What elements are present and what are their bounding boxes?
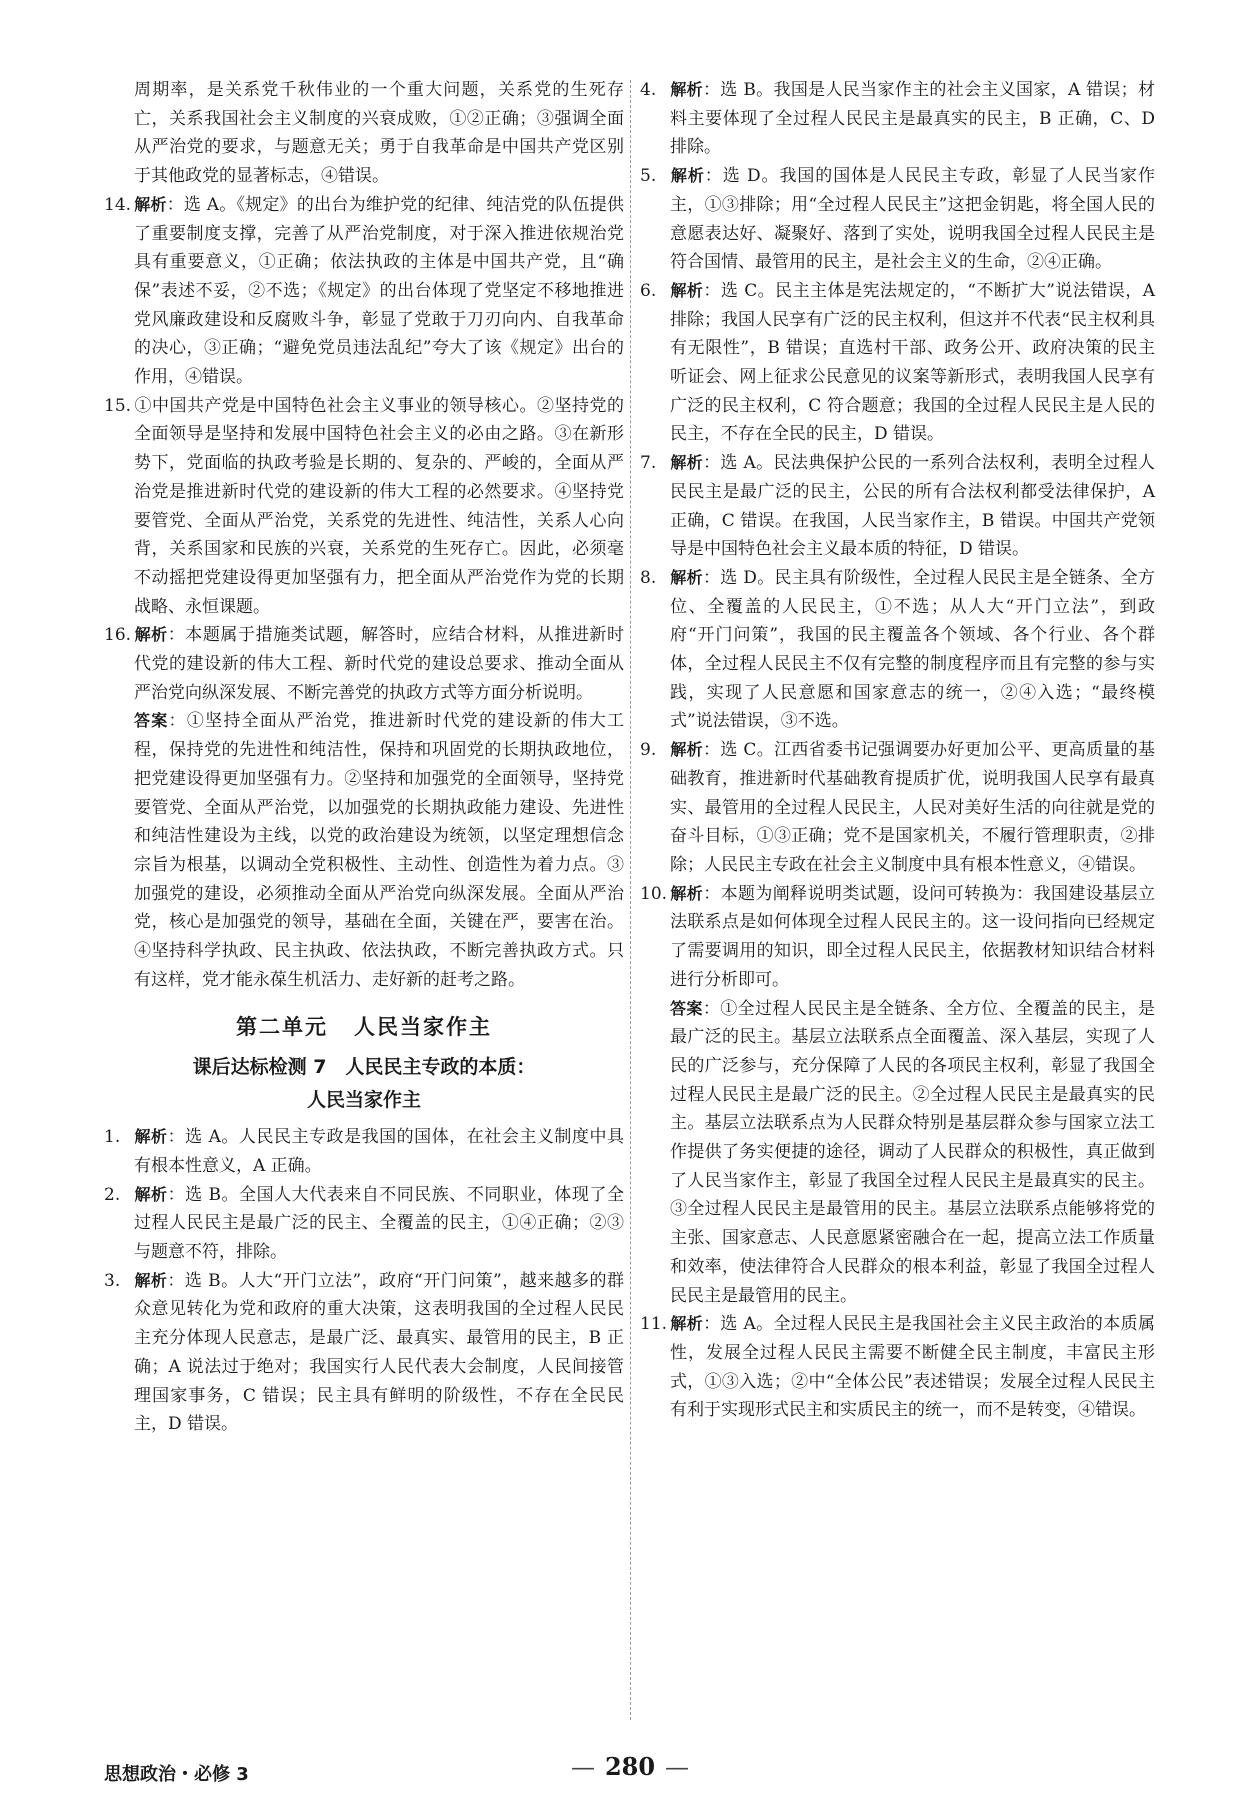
item-number: 2. bbox=[104, 1184, 121, 1205]
answer-8 bbox=[640, 564, 1155, 736]
answer-text: ：选 C。民主主体是宪法规定的，“不断扩大”说法错误，A 排除；我国人民享有广泛的民主权利，但这并不代表“民主权利具有无限性”，B 错误；直选村干部、政务公开、政府决策的民主听证会、网上征求公民意见的议案等新形式，表明我国人民享有广泛的民主权利，C 符合题意；我国的全过程人民民主是人民的民主，不存在全民的民主，D 错误。 bbox=[670, 280, 1155, 445]
book-title-footer: 思想政治・必修 3 bbox=[104, 1764, 249, 1785]
answer-text: ：选 D。我国的国体是人民民主专政，彰显了人民当家作主，①③排除；用“全过程人民民主”这把金钥匙，将全国人民的意愿表达好、凝聚好、落到了实处，说明我国全过程人民民主是符合国情、最管用的民主，是社会主义的生命，②④正确。 bbox=[670, 166, 1155, 273]
answer-3 bbox=[104, 1267, 624, 1439]
analysis-label: 解析 bbox=[670, 280, 704, 300]
answer-text: ：选 C。江西省委书记强调要办好更加公平、更高质量的基础教育，推进新时代基础教育提质扩优，说明我国人民享有最真实、最管用的全过程人民民主，人民对美好生活的向往就是党的奋斗目标，①③正确；党不是国家机关，不履行管理职责，②排除；人民民主专政在社会主义制度中具有根本性意义，④错误。 bbox=[670, 740, 1155, 875]
answer-text: ：本题属于措施类试题，解答时，应结合材料，从推进新时代党的建设新的伟大工程、新时代党的建设总要求、推动全面从严治党向纵深发展、不断完善党的执政方式等方面分析说明。 bbox=[134, 625, 624, 703]
analysis-label: 解析 bbox=[670, 80, 703, 99]
answer-text: ：选 B。全国人大代表来自不同民族、不同职业，体现了全过程人民民主是最广泛的民主、全覆盖的民主，①④正确；②③与题意不符，排除。 bbox=[134, 1184, 624, 1263]
analysis-label: 解析 bbox=[670, 166, 705, 186]
answer-16 bbox=[104, 621, 624, 707]
page-dash-left: — bbox=[570, 1753, 595, 1781]
page-number-value: 280 bbox=[604, 1752, 656, 1781]
answer-text: ：选 B。我国是人民当家作主的社会主义国家，A 错误；材料主要体现了全过程人民民主是最真实的民主，B 正确，C、D 排除。 bbox=[670, 80, 1155, 158]
answer-15 bbox=[104, 392, 624, 622]
analysis-label: 解析 bbox=[134, 625, 168, 645]
answer-6 bbox=[640, 277, 1155, 449]
page-dash-right: — bbox=[665, 1753, 690, 1781]
answer-10 bbox=[640, 880, 1155, 995]
analysis-label: 解析 bbox=[134, 1127, 168, 1147]
analysis-label: 解析 bbox=[670, 453, 704, 473]
answer-11 bbox=[640, 1310, 1155, 1425]
unit-number: 第二单元 bbox=[236, 1014, 328, 1039]
item-number: 1. bbox=[104, 1127, 121, 1148]
answer-text: ：选 A。民法典保护公民的一系列合法权利，表明全过程人民民主是最广泛的民主，公民的所有合法权利都受法律保护，A 正确，C 错误。在我国，人民当家作主，B 错误。中国共产党领导是中国特色社会主义最本质的特征，D 错误。 bbox=[670, 453, 1155, 560]
answer-13-continued: 周期率，是关系党千秋伟业的一个重大问题，关系党的生死存亡，关系我国社会主义制度的兴衰成败，①②正确；③强调全面从严治党的要求，与题意无关；勇于自我革命是中国共产党区别于其他政党的显著标志，④错误。 bbox=[134, 80, 624, 187]
answer-text: ①中国共产党是中国特色社会主义事业的领导核心。②坚持党的全面领导是坚持和发展中国特色社会主义的必由之路。③在新形势下，党面临的执政考验是长期的、复杂的、严峻的，全面从严治党是推进新时代党的建设新的伟大工程的必然要求。④坚持党要管党、全面从严治党，关系党的先进性、纯洁性，关系人心向背，关系国家和民族的兴衰，关系党的生死存亡。因此，必须毫不动摇把党建设得更加坚强有力，把全面从严治党作为党的长期战略、永恒课题。 bbox=[134, 395, 624, 617]
item-number: 7. bbox=[640, 453, 657, 474]
lesson-title-line2: 人民当家作主 bbox=[306, 1089, 421, 1112]
unit-title bbox=[104, 1013, 624, 1042]
answer-2 bbox=[104, 1181, 624, 1267]
answer-key-text: ：①全过程人民民主是全链条、全方位、全覆盖的民主，是最广泛的民主。基层立法联系点全面覆盖、深入基层，实现了人民的广泛参与，充分保障了人民的各项民主权利，彰显了我国全过程人民民主是最广泛的民主。②全过程人民民主是最真实的民主。基层立法联系点为人民群众特别是基层群众参与国家立法工作提供了务实便捷的途径，调动了人民群众的积极性，真正做到了人民当家作主，彰显了我国全过程人民民主是最真实的民主。③全过程人民民主是最管用的民主。基层立法联系点能够将党的主张、国家意志、人民意愿紧密融合在一起，提高立法工作质量和效率，使法律符合人民群众的根本利益，彰显了我国全过程人民民主是最管用的民主。 bbox=[670, 998, 1155, 1306]
answer-14 bbox=[104, 191, 624, 392]
item-number: 15. bbox=[104, 395, 132, 416]
item-number: 6. bbox=[640, 280, 657, 301]
answer-key-text: ：①坚持全面从严治党，推进新时代党的建设新的伟大工程，保持党的先进性和纯洁性，保持和巩固党的长期执政地位，把党建设得更加坚强有力。②坚持和加强党的全面领导，坚持党要管党、全面从严治党，以加强党的长期执政能力建设、先进性和纯洁性建设为主线，以党的政治建设为统领，以坚定理想信念宗旨为根基，以调动全党积极性、主动性、创造性为着力点。③加强党的建设，必须推动全面从严治党向纵深发展。全面从严治党，核心是加强党的领导，基础在全面，关键在严，要害在治。④坚持科学执政、民主执政、依法执政，不断完善执政方式。只有这样，党才能永葆生机活力、走好新的赶考之路。 bbox=[134, 711, 624, 990]
analysis-label: 解析 bbox=[670, 567, 703, 587]
item-number: 10. bbox=[640, 883, 668, 904]
item-number: 16. bbox=[104, 625, 132, 646]
analysis-label: 解析 bbox=[134, 1184, 168, 1204]
item-number: 11. bbox=[640, 1314, 668, 1335]
answer-label: 答案 bbox=[670, 998, 703, 1018]
analysis-label: 解析 bbox=[670, 883, 704, 903]
column-divider bbox=[630, 80, 631, 1720]
lesson-title-line1: 课后达标检测 7 人民民主专政的本质： bbox=[192, 1056, 536, 1079]
answer-10-key bbox=[640, 995, 1155, 1311]
left-column bbox=[104, 76, 624, 1439]
answer-text: ：选 B。人大“开门立法”，政府“开门问策”，越来越多的群众意见转化为党和政府的重大决策，这表明我国的全过程人民民主充分体现人民意志，是最广泛、最真实、最管用的民主，B 正确；A 说法过于绝对；我国实行人民代表大会制度，人民间接管理国家事务，C 错误；民主具有鲜明的阶级性，不存在全民民主，D 错误。 bbox=[134, 1270, 624, 1435]
item-number: 3. bbox=[104, 1270, 121, 1291]
answer-16-key bbox=[104, 707, 624, 994]
analysis-label: 解析 bbox=[134, 1270, 168, 1290]
answer-7 bbox=[640, 449, 1155, 564]
answer-1 bbox=[104, 1123, 624, 1180]
answer-text: ：选 A。全过程人民民主是我国社会主义民主政治的本质属性，发展全过程人民民主需要不断健全民主制度，丰富民主形式，①③入选；②中“全体公民”表述错误；发展全过程人民民主有利于实现形式民主和实质民主的统一，而不是转变，④错误。 bbox=[670, 1314, 1155, 1421]
unit-name: 人民当家作主 bbox=[354, 1014, 492, 1039]
answer-text: ：选 D。民主具有阶级性，全过程人民民主是全链条、全方位、全覆盖的人民民主，①不选；从人大“开门立法”，到政府“开门问策”，我国的民主覆盖各个领域、各个行业、各个群体，全过程人民民主不仅有完整的制度程序而且有完整的参与实践，实现了人民意愿和国家意志的统一，②④入选；“最终模式”说法错误，③不选。 bbox=[670, 567, 1155, 732]
answer-9 bbox=[640, 736, 1155, 880]
analysis-label: 解析 bbox=[670, 740, 703, 760]
item-number: 5. bbox=[640, 166, 657, 187]
analysis-label: 解析 bbox=[134, 194, 167, 214]
answer-4 bbox=[640, 76, 1155, 162]
answer-text: ：本题为阐释说明类试题，设问可转换为：我国建设基层立法联系点是如何体现全过程人民民主的。这一设问指向已经规定了需要调用的知识，即全过程人民民主，依据教材知识结合材料进行分析即可。 bbox=[670, 883, 1155, 990]
item-number: 8. bbox=[640, 567, 657, 588]
answer-label: 答案 bbox=[134, 711, 169, 731]
answer-5 bbox=[640, 162, 1155, 277]
analysis-label: 解析 bbox=[670, 1314, 704, 1334]
item-number: 14. bbox=[104, 194, 132, 215]
item-number: 4. bbox=[640, 80, 657, 100]
right-column bbox=[640, 76, 1155, 1425]
lesson-title bbox=[104, 1051, 624, 1117]
item-number: 9. bbox=[640, 740, 657, 761]
answer-text: ：选 A。《规定》的出台为维护党的纪律、纯洁党的队伍提供了重要制度支撑，完善了从严治党制度，对于深入推进依规治党具有重要意义，①正确；依法执政的主体是中国共产党，且“确保”表述不妥，②不选；《规定》的出台体现了党坚定不移地推进党风廉政建设和反腐败斗争，彰显了党敢于刀刃向内、自我革命的决心，③正确；“避免党员违法乱纪”夸大了该《规定》出台的作用，④错误。 bbox=[134, 194, 624, 388]
answer-text: ：选 A。人民民主专政是我国的国体，在社会主义制度中具有根本性意义，A 正确。 bbox=[134, 1127, 624, 1176]
page-number bbox=[520, 1752, 740, 1781]
